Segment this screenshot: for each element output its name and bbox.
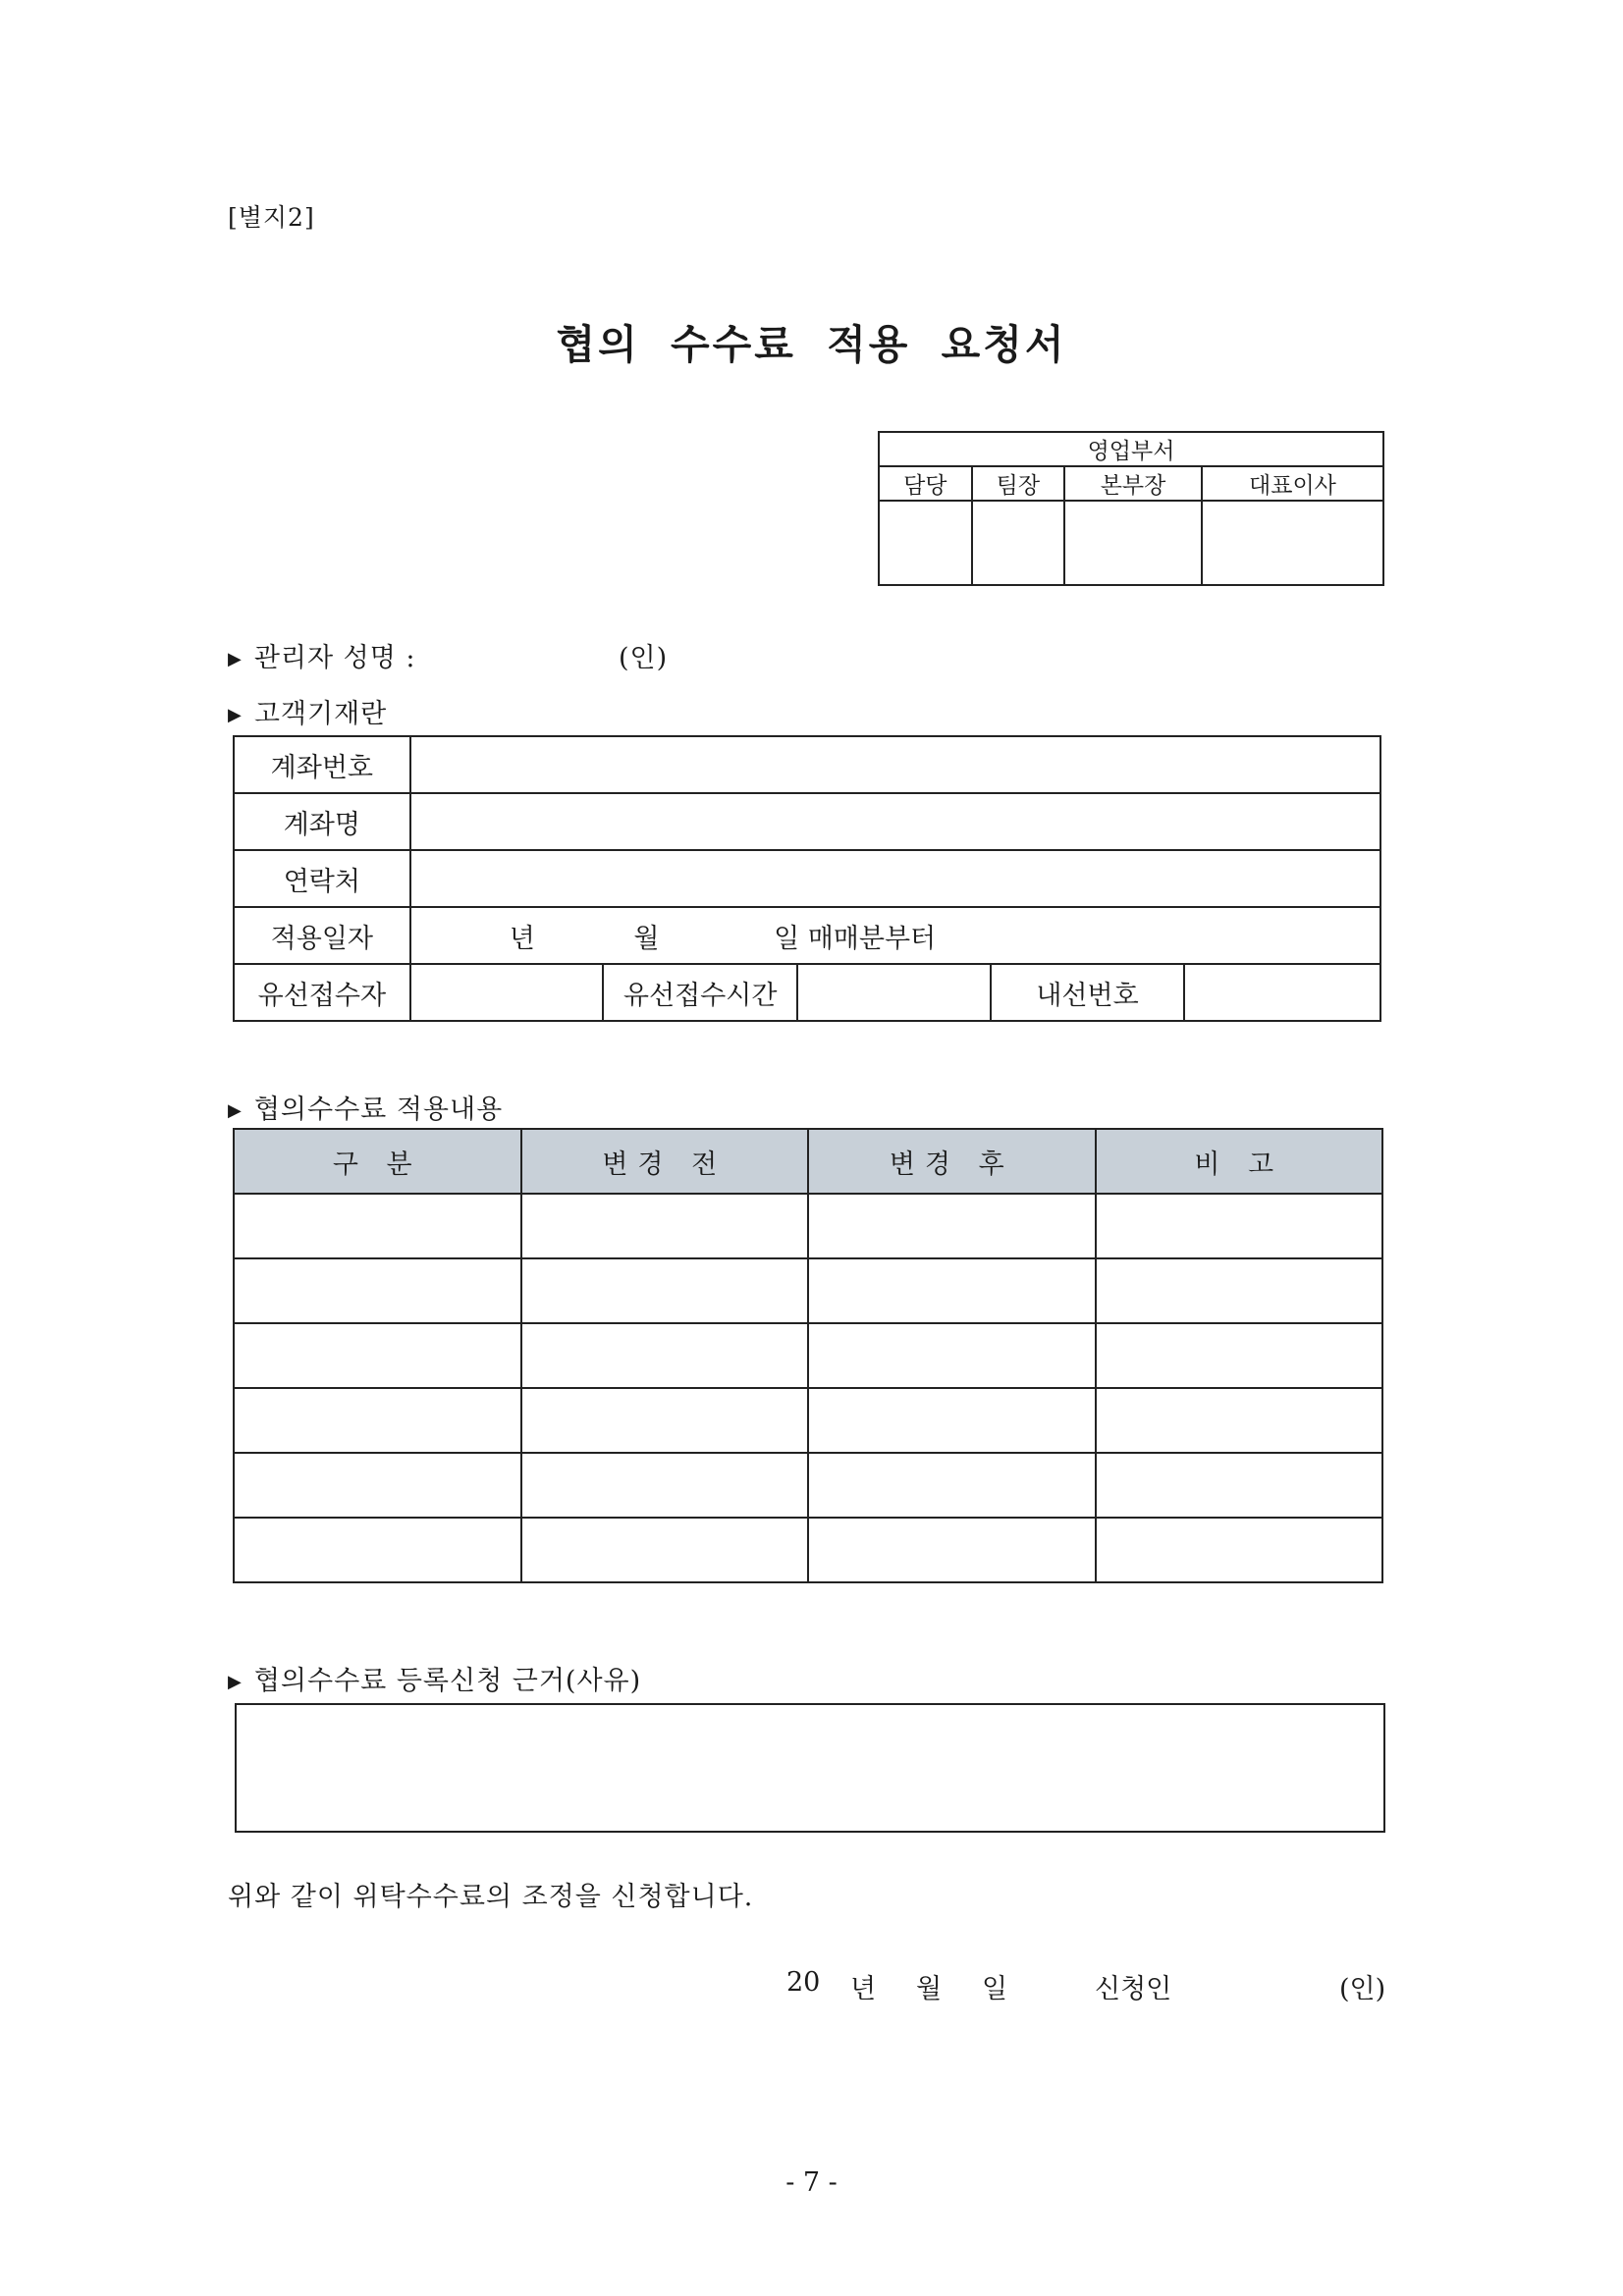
- customer-section-label: 고객기재란: [253, 699, 388, 729]
- approval-sign-team-lead[interactable]: [972, 501, 1065, 585]
- phone-receiver-label: 유선접수자: [234, 964, 410, 1021]
- fee-content-table: [233, 1128, 1383, 1583]
- fee-cell[interactable]: [521, 1388, 809, 1453]
- fee-cell[interactable]: [521, 1323, 809, 1388]
- signature-year-prefix: 20: [786, 1967, 821, 1998]
- approval-col-ceo: 대표이사: [1202, 466, 1383, 501]
- page-number: - 7 -: [785, 2167, 838, 2198]
- table-row: [234, 1194, 1382, 1258]
- fee-cell[interactable]: [234, 1388, 521, 1453]
- extension-label: 내선번호: [991, 964, 1185, 1021]
- applicant-seal: (인): [1339, 1974, 1386, 2004]
- date-year-unit: 년: [509, 923, 535, 954]
- fee-cell[interactable]: [234, 1453, 521, 1518]
- fee-cell[interactable]: [1096, 1388, 1383, 1453]
- reason-section-heading: [228, 1659, 641, 1697]
- applicant-label: 신청인: [1095, 1974, 1172, 2004]
- fee-cell[interactable]: [1096, 1323, 1383, 1388]
- fee-cell[interactable]: [1096, 1453, 1383, 1518]
- account-number-label: 계좌번호: [234, 736, 410, 793]
- contact-field[interactable]: [410, 850, 1380, 907]
- date-day-unit: 일 매매분부터: [774, 923, 937, 954]
- table-row: [234, 1518, 1382, 1582]
- fee-cell[interactable]: [808, 1518, 1096, 1582]
- fee-header-before: 변경 전: [521, 1129, 809, 1194]
- fee-section-heading: [228, 1088, 503, 1126]
- closing-statement: 위와 같이 위탁수수료의 조정을 신청합니다.: [228, 1882, 754, 1912]
- fee-cell[interactable]: [808, 1453, 1096, 1518]
- approval-sign-ceo[interactable]: [1202, 501, 1383, 585]
- customer-info-table: [233, 735, 1381, 1022]
- fee-cell[interactable]: [1096, 1258, 1383, 1323]
- fee-cell[interactable]: [234, 1518, 521, 1582]
- fee-header-after: 변경 후: [808, 1129, 1096, 1194]
- reason-section-label: 협의수수료 등록신청 근거(사유): [253, 1666, 642, 1696]
- table-row: [234, 1258, 1382, 1323]
- phone-time-label: 유선접수시간: [603, 964, 797, 1021]
- approval-col-team-lead: 팀장: [972, 466, 1065, 501]
- phone-time-field[interactable]: [797, 964, 991, 1021]
- apply-date-label: 적용일자: [234, 907, 410, 964]
- table-row: [234, 1388, 1382, 1453]
- fee-cell[interactable]: [808, 1258, 1096, 1323]
- table-row: [234, 1323, 1382, 1388]
- approval-sign-staff[interactable]: [879, 501, 972, 585]
- manager-name-line: [228, 636, 669, 674]
- fee-cell[interactable]: [1096, 1194, 1383, 1258]
- approval-col-division-head: 본부장: [1064, 466, 1202, 501]
- contact-label: 연락처: [234, 850, 410, 907]
- fee-cell[interactable]: [521, 1518, 809, 1582]
- fee-cell[interactable]: [1096, 1518, 1383, 1582]
- reason-field[interactable]: [235, 1703, 1385, 1833]
- triangle-bullet-icon: ▶: [228, 705, 243, 725]
- fee-cell[interactable]: [234, 1323, 521, 1388]
- triangle-bullet-icon: ▶: [228, 1100, 243, 1121]
- fee-cell[interactable]: [521, 1258, 809, 1323]
- document-title: 협의 수수료 적용 요청서: [556, 321, 1067, 368]
- fee-cell[interactable]: [234, 1194, 521, 1258]
- signature-month: 월: [916, 1974, 943, 2004]
- approval-table: [878, 431, 1384, 586]
- signature-year: 년: [850, 1974, 877, 2004]
- manager-name-label: 관리자 성명 :: [253, 643, 416, 673]
- signature-day: 일: [982, 1974, 1008, 2004]
- phone-receiver-field[interactable]: [410, 964, 604, 1021]
- annex-label: [별지2]: [228, 203, 315, 232]
- date-month-unit: 월: [633, 923, 660, 954]
- triangle-bullet-icon: ▶: [228, 649, 243, 669]
- approval-col-staff: 담당: [879, 466, 972, 501]
- apply-date-field[interactable]: [410, 907, 1380, 964]
- fee-cell[interactable]: [808, 1194, 1096, 1258]
- fee-header-remarks: 비 고: [1096, 1129, 1383, 1194]
- fee-cell[interactable]: [521, 1194, 809, 1258]
- approval-header: 영업부서: [879, 432, 1383, 466]
- account-name-label: 계좌명: [234, 793, 410, 850]
- table-row: [234, 1453, 1382, 1518]
- fee-cell[interactable]: [808, 1388, 1096, 1453]
- customer-section-heading: [228, 692, 387, 730]
- extension-field[interactable]: [1184, 964, 1380, 1021]
- fee-header-category: 구 분: [234, 1129, 521, 1194]
- fee-section-label: 협의수수료 적용내용: [253, 1095, 504, 1125]
- account-number-field[interactable]: [410, 736, 1380, 793]
- approval-sign-division-head[interactable]: [1064, 501, 1202, 585]
- fee-cell[interactable]: [234, 1258, 521, 1323]
- account-name-field[interactable]: [410, 793, 1380, 850]
- manager-seal: (인): [619, 643, 669, 673]
- triangle-bullet-icon: ▶: [228, 1672, 243, 1692]
- fee-cell[interactable]: [808, 1323, 1096, 1388]
- fee-cell[interactable]: [521, 1453, 809, 1518]
